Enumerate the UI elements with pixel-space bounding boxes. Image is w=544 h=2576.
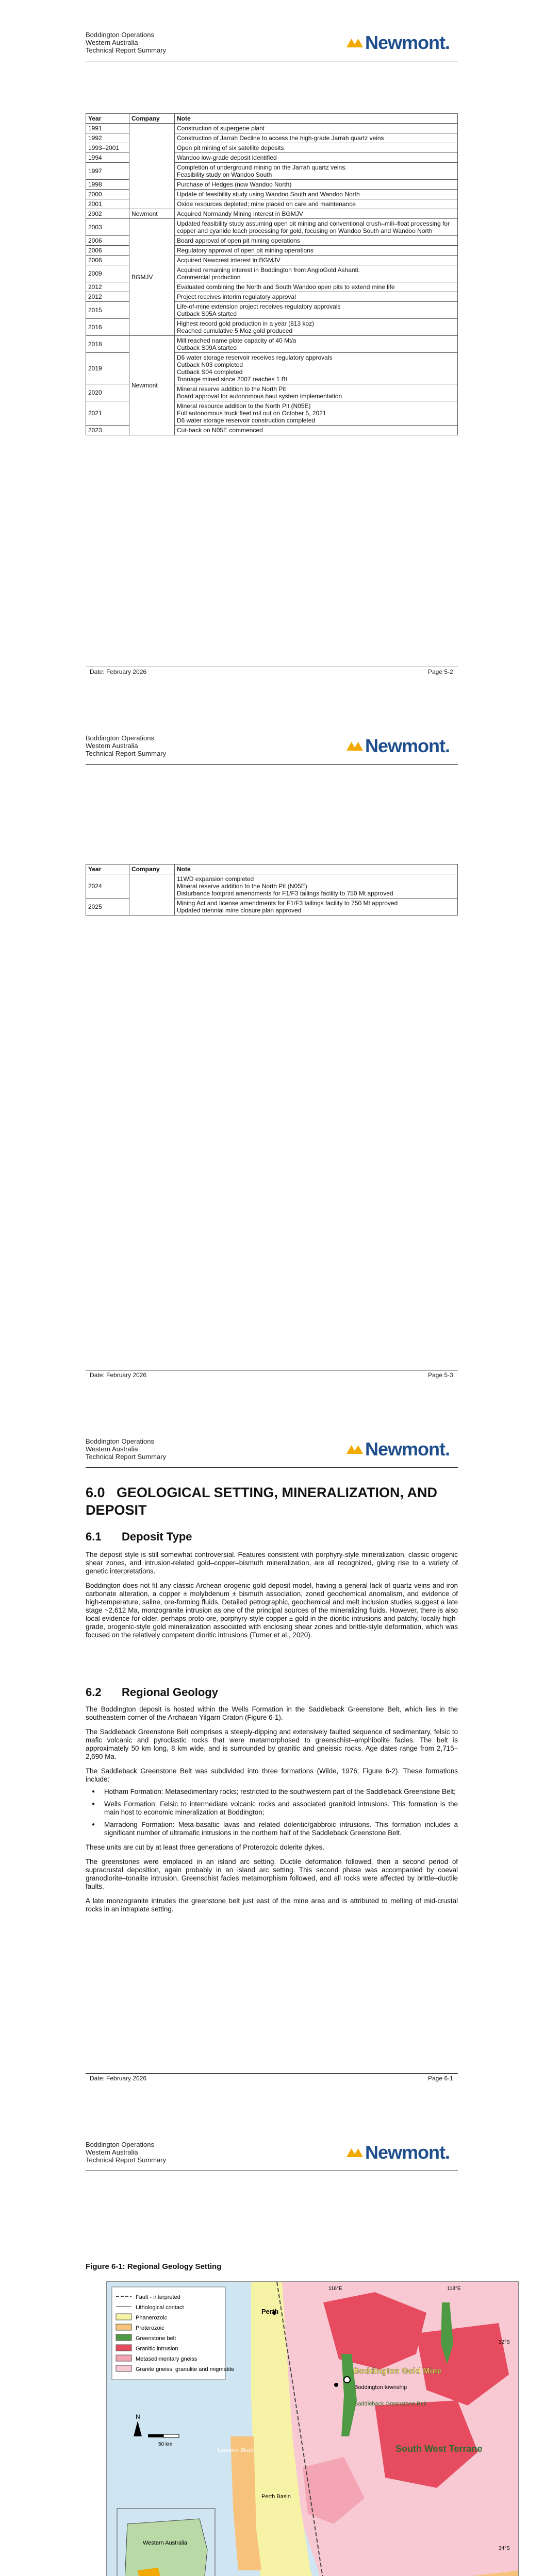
note-line: Tonnage mined since 2007 reaches 1 Bt bbox=[177, 376, 288, 383]
table-header-row bbox=[86, 865, 458, 874]
note-line: Cutback N03 completed bbox=[177, 361, 243, 368]
cell-year: 2012 bbox=[86, 292, 129, 302]
formation-bullet: ● Wells Formation: Felsic to intermediate volcanic rocks and associated granitoid intrusions. This formation is the main host to economic mineralization at Boddington; bbox=[86, 1800, 458, 1817]
report-page-5-2 bbox=[0, 0, 544, 703]
label-lat-32: 32°S bbox=[499, 2340, 510, 2345]
cell-note bbox=[175, 302, 458, 319]
cell-note bbox=[175, 899, 458, 916]
note-line: Life-of-mine extension project receives regulatory approvals bbox=[177, 303, 341, 310]
cell-year: 1993–2001 bbox=[86, 143, 129, 153]
footer-date: Date: February 2026 bbox=[90, 668, 147, 675]
note-line: Cutback S04 completed bbox=[177, 368, 243, 376]
header-report-type: Technical Report Summary bbox=[86, 2156, 167, 2164]
cell-year: 1992 bbox=[86, 133, 129, 143]
header-region: Western Australia bbox=[86, 2148, 138, 2156]
legend-label: Phanerozoic bbox=[136, 2315, 168, 2321]
header-rule bbox=[86, 764, 458, 765]
legend-swatch bbox=[116, 2334, 131, 2341]
cell-year: 2009 bbox=[86, 265, 129, 282]
cell-note bbox=[175, 163, 458, 180]
note-line: Oxide resources depleted; mine placed on care and maintenance bbox=[177, 200, 356, 208]
header-region: Western Australia bbox=[86, 742, 138, 750]
report-page-5-3 bbox=[0, 703, 544, 1406]
label-western-australia: Western Australia bbox=[143, 2540, 188, 2546]
cell-note bbox=[175, 246, 458, 256]
figure-caption: Figure 6-1: Regional Geology Setting bbox=[86, 2262, 222, 2271]
note-line: Acquired Normandy Mining interest in BGMJV bbox=[177, 210, 303, 217]
note-line: Wandoo low-grade deposit identified bbox=[177, 154, 277, 161]
footer-date: Date: February 2026 bbox=[90, 1371, 147, 1379]
note-line: Feasibility study on Wandoo South bbox=[177, 171, 272, 178]
note-line: D6 water storage reservoir receives regulatory approvals bbox=[177, 354, 333, 361]
note-line: Board approval of open pit mining operations bbox=[177, 237, 300, 244]
label-leeuwin: Leeuwin Block bbox=[218, 2447, 254, 2453]
cell-year: 2019 bbox=[86, 353, 129, 384]
legend-label: Granite gneiss, granulite and migmatite bbox=[136, 2366, 235, 2372]
logo-wordmark: Newmont. bbox=[365, 32, 450, 53]
legend-label: Proterozoic bbox=[136, 2325, 164, 2331]
cell-note bbox=[175, 199, 458, 209]
cell-note bbox=[175, 265, 458, 282]
paragraph: The Saddleback Greenstone Belt was subdivided into three formations (Wilde, 1976; Figure 6-2). These formations include: bbox=[86, 1767, 458, 1783]
header-report-type: Technical Report Summary bbox=[86, 46, 167, 54]
paragraph: The Saddleback Greenstone Belt comprises a steeply-dipping and extensively faulted sequence of sedimentary, felsic to mafic volcanic and pyroclastic rocks that were metamorphosed to greenschist–amphibolite facies. The belt is approximately 50 km long, 8 km wide, and is surrounded by granitic and gneissic rocks. Age dates range from 2,715–2,690 Ma. bbox=[86, 1728, 458, 1760]
logo-wordmark: Newmont. bbox=[365, 1438, 450, 1460]
note-line: Purchase of Hedges (now Wandoo North) bbox=[177, 181, 292, 188]
cell-year: 1991 bbox=[86, 124, 129, 133]
col-company: Company bbox=[129, 865, 175, 874]
header-operation: Boddington Operations bbox=[86, 734, 154, 742]
label-lon-116: 116°E bbox=[328, 2286, 342, 2292]
label-boddington: Boddington Gold Mine bbox=[353, 2367, 442, 2376]
newmont-logo bbox=[344, 33, 459, 54]
note-line: Full autonomous truck fleet roll out on October 5, 2021 bbox=[177, 410, 326, 417]
legend-label: Metasedimentary gneiss bbox=[136, 2356, 197, 2362]
cell-company: Newmont bbox=[129, 336, 175, 435]
cell-year: 2025 bbox=[86, 899, 129, 916]
cell-note bbox=[175, 426, 458, 435]
history-table-body bbox=[86, 124, 458, 435]
label-perth: Perth bbox=[261, 2308, 279, 2315]
subsection-title: Deposit Type bbox=[122, 1530, 192, 1543]
note-line: Acquired remaining interest in Boddington from AngloGold Ashanti. bbox=[177, 266, 360, 274]
cell-note bbox=[175, 143, 458, 153]
cell-note bbox=[175, 190, 458, 199]
boddington-township-marker bbox=[334, 2383, 338, 2387]
header-rule bbox=[86, 1467, 458, 1468]
footer-rule bbox=[86, 2073, 458, 2074]
note-line: Construction of Jarrah Decline to access the high-grade Jarrah quartz veins bbox=[177, 134, 384, 142]
newmont-logo-icon bbox=[344, 33, 365, 54]
col-year: Year bbox=[86, 865, 129, 874]
formation-bullet: ● Marradong Formation: Meta-basaltic lavas and related doleritic/gabbroic intrusions. This formation includes a significant number of ultramafic intrusions in the northern half of the Saddleback Greenstone Belt. bbox=[86, 1821, 458, 1837]
regional-geology-map bbox=[106, 2281, 519, 2576]
header-report-type: Technical Report Summary bbox=[86, 1453, 167, 1461]
note-line: Open pit mining of six satellite deposits bbox=[177, 144, 284, 151]
note-line: Update of feasibility study using Wandoo South and Wandoo North bbox=[177, 191, 360, 198]
subsection-6-1-heading bbox=[86, 1530, 192, 1544]
cell-company: Newmont bbox=[129, 209, 175, 219]
history-table bbox=[86, 113, 458, 435]
table-row bbox=[86, 209, 458, 219]
cell-company bbox=[129, 874, 175, 916]
cell-note bbox=[175, 124, 458, 133]
legend-label: Fault - interpreted bbox=[136, 2294, 180, 2300]
note-line: Mineral resource addition to the North Pit (N05E) bbox=[177, 402, 311, 410]
legend-swatch bbox=[116, 2324, 131, 2330]
cell-note bbox=[175, 336, 458, 353]
cell-note bbox=[175, 401, 458, 426]
cell-note bbox=[175, 219, 458, 236]
history-table-continued bbox=[86, 864, 458, 916]
logo-wordmark: Newmont. bbox=[365, 735, 450, 756]
cell-year: 2001 bbox=[86, 199, 129, 209]
report-page-6-1 bbox=[0, 1406, 544, 2110]
legend-label: Lithological contact bbox=[136, 2304, 184, 2311]
western-australia-shape bbox=[125, 2519, 207, 2576]
logo-wordmark: Newmont. bbox=[365, 2142, 450, 2163]
section-6-heading bbox=[86, 1484, 458, 1519]
cell-year: 2018 bbox=[86, 336, 129, 353]
note-line: Mining Act and license amendments for F1/F3 tailings facility to 750 Mt approved bbox=[177, 900, 398, 907]
cell-year: 2012 bbox=[86, 282, 129, 292]
paragraph: The deposit style is still somewhat controversial. Features consistent with porphyry-style mineralization, classic orogenic shear zones, and intrusion-related gold–copper–bismuth mineralization, are all recognized, giving rise to a variety of genetic interpretations. bbox=[86, 1551, 458, 1575]
legend-swatch bbox=[116, 2365, 131, 2371]
footer-page-number: Page 6-1 bbox=[428, 2075, 453, 2082]
cell-note bbox=[175, 256, 458, 265]
cell-year: 2024 bbox=[86, 874, 129, 899]
legend-label: Granitic intrusion bbox=[136, 2346, 178, 2352]
header-operation: Boddington Operations bbox=[86, 31, 154, 39]
page-header bbox=[86, 31, 166, 54]
newmont-logo bbox=[344, 2143, 459, 2163]
note-line: Construction of supergene plant bbox=[177, 125, 265, 132]
cell-note bbox=[175, 209, 458, 219]
footer-page-number: Page 5-3 bbox=[428, 1371, 453, 1379]
map-legend bbox=[112, 2287, 234, 2380]
note-line: Evaluated combining the North and South Wandoo open pits to extend mine life bbox=[177, 283, 395, 291]
cell-year: 2020 bbox=[86, 384, 129, 401]
cell-year: 2002 bbox=[86, 209, 129, 219]
cell-year: 2021 bbox=[86, 401, 129, 426]
footer-date: Date: February 2026 bbox=[90, 2075, 147, 2082]
deposit-type-text bbox=[86, 1551, 458, 1639]
note-line: Mill reached name plate capacity of 40 Mt/a bbox=[177, 337, 296, 344]
legend-swatch bbox=[116, 2314, 131, 2320]
header-report-type: Technical Report Summary bbox=[86, 750, 167, 757]
paragraph: The greenstones were emplaced in an island arc setting. Ductile deformation followed, then a second period of supracrustal deposition, again probably in an island arc setting. This second phase was accompanied by coeval granodiorite–tonalite intrusion. Greenschist facies metamorphism followed, and all rocks were affected by brittle–ductile faults. bbox=[86, 1858, 458, 1890]
subsection-6-2-heading bbox=[86, 1686, 218, 1699]
paragraph: A late monzogranite intrudes the greenstone belt just east of the mine area and is attributed to melting of mid-crustal rocks in an intraplate setting. bbox=[86, 1897, 458, 1913]
label-scale: 50 km bbox=[158, 2442, 173, 2447]
col-year: Year bbox=[86, 114, 129, 124]
label-saddleback: Saddleback Greenstone Belt bbox=[354, 2401, 427, 2407]
note-line: 11WD expansion completed bbox=[177, 875, 254, 883]
table-row bbox=[86, 219, 458, 236]
note-line: Reached cumulative 5 Moz gold produced bbox=[177, 327, 293, 334]
table-row bbox=[86, 124, 458, 133]
page-header bbox=[86, 2141, 166, 2164]
newmont-logo bbox=[344, 736, 459, 757]
note-line: Highest record gold production in a year (813 koz) bbox=[177, 320, 315, 327]
col-company: Company bbox=[129, 114, 175, 124]
label-lat-34: 34°S bbox=[499, 2546, 510, 2551]
legend-swatch bbox=[116, 2355, 131, 2361]
note-line: Board approval for autonomous haul system implementation bbox=[177, 393, 342, 400]
section-title: GEOLOGICAL SETTING, MINERALIZATION, AND DEPOSIT bbox=[86, 1485, 437, 1518]
newmont-logo-icon bbox=[344, 736, 365, 757]
cell-note bbox=[175, 384, 458, 401]
cell-note bbox=[175, 292, 458, 302]
legend-swatch bbox=[116, 2345, 131, 2351]
legend-label: Greenstone belt bbox=[136, 2335, 176, 2342]
newmont-logo-icon bbox=[344, 1439, 365, 1460]
label-north: N bbox=[136, 2413, 140, 2420]
section-number: 6.0 bbox=[86, 1485, 105, 1500]
geology-map-svg bbox=[107, 2282, 519, 2576]
note-line: Commercial production bbox=[177, 274, 241, 281]
cell-company bbox=[129, 124, 175, 209]
subsection-title: Regional Geology bbox=[122, 1686, 219, 1699]
note-line: Project receives interim regulatory approval bbox=[177, 293, 296, 300]
header-operation: Boddington Operations bbox=[86, 1437, 154, 1445]
label-terrane: South West Terrane bbox=[395, 2444, 483, 2454]
footer-page-number: Page 5-2 bbox=[428, 668, 453, 675]
cell-note bbox=[175, 180, 458, 190]
note-line: D6 water storage reservoir construction completed bbox=[177, 417, 316, 424]
note-line: Acquired Newcrest interest in BGMJV bbox=[177, 257, 281, 264]
boddington-mine-marker bbox=[344, 2377, 350, 2383]
newmont-logo bbox=[344, 1439, 459, 1460]
page-header bbox=[86, 1437, 166, 1461]
cell-year: 2000 bbox=[86, 190, 129, 199]
cell-note bbox=[175, 282, 458, 292]
paragraph: The Boddington deposit is hosted within the Wells Formation in the Saddleback Greenstone Belt, which lies in the southeastern corner of the Archaean Yilgarn Craton (Figure 6-1). bbox=[86, 1705, 458, 1721]
note-line: Disturbance footprint amendments for F1/F3 tailings facility to 750 Mt approved bbox=[177, 890, 393, 897]
formation-bullet: ● Hotham Formation: Metasedimentary rocks; restricted to the southwestern part of the Saddleback Greenstone Belt; bbox=[86, 1788, 458, 1796]
cell-note bbox=[175, 133, 458, 143]
cell-year: 1997 bbox=[86, 163, 129, 180]
paragraph: These units are cut by at least three generations of Proterozoic dolerite dykes. bbox=[86, 1843, 324, 1851]
cell-year: 2016 bbox=[86, 319, 129, 336]
label-basin: Perth Basin bbox=[261, 2494, 291, 2500]
note-line: Mineral reserve addition to the North Pit bbox=[177, 385, 286, 393]
label-township: Boddington township bbox=[354, 2384, 407, 2391]
cell-year: 2006 bbox=[86, 246, 129, 256]
cell-year: 1998 bbox=[86, 180, 129, 190]
note-line: Completion of underground mining on the Jarrah quartz veins. bbox=[177, 164, 347, 171]
regional-geology-text bbox=[86, 1705, 458, 1913]
cell-note bbox=[175, 153, 458, 163]
paragraph: Boddington does not fit any classic Archean orogenic gold deposit model, having a general lack of quartz veins and iron carbonate alteration, a copper ± molybdenum ± bismuth association, zoned geochemical anomalism, and evidence of high-temperature, saline, ore-forming fluids. Detailed petrographic, geochemical and melt inclusion studies suggest a late stage ~2,612 Ma, monzogranite intrusion as one of the principal sources of the mineralizing fluids. However, there is also local evidence for older, perhaps proto-ore, porphyry-style copper ± gold in the dioritic intrusions and patchy, locally high-grade, orogenic-style gold mineralization associated with enclosing shear zones and brittle-style deformation, which was focused on the relatively competent dioritic intrusions (Turner et al., 2020). bbox=[86, 1582, 458, 1639]
page-header bbox=[86, 734, 166, 757]
table-row bbox=[86, 336, 458, 353]
table-header-row bbox=[86, 114, 458, 124]
header-region: Western Australia bbox=[86, 39, 138, 46]
inset-map bbox=[117, 2509, 215, 2576]
col-note: Note bbox=[175, 865, 458, 874]
note-line: Mineral reserve addition to the North Pit (N05E) bbox=[177, 883, 307, 890]
cell-note bbox=[175, 353, 458, 384]
header-operation: Boddington Operations bbox=[86, 2141, 154, 2148]
col-note: Note bbox=[175, 114, 458, 124]
note-line: Cutback S05A started bbox=[177, 310, 237, 317]
cell-year: 2006 bbox=[86, 236, 129, 246]
cell-note bbox=[175, 874, 458, 899]
cell-year: 1994 bbox=[86, 153, 129, 163]
note-line: Updated triennial mine closure plan approved bbox=[177, 907, 302, 914]
note-line: Cutback S09A started bbox=[177, 344, 237, 351]
scale-bar-graphic bbox=[163, 2434, 179, 2437]
header-region: Western Australia bbox=[86, 1445, 138, 1453]
cell-note bbox=[175, 319, 458, 336]
history-table-body bbox=[86, 874, 458, 916]
label-lon-118: 118°E bbox=[447, 2286, 461, 2292]
subsection-number: 6.2 bbox=[86, 1686, 102, 1699]
note-line: Updated feasibility study assuming open pit mining and conventional crush–mill–float processing for copper and cyanide leach processing for gold, focusing on Wandoo South and Wandoo North bbox=[177, 220, 450, 234]
note-line: Cut-back on N05E commenced bbox=[177, 427, 263, 434]
cell-year: 2006 bbox=[86, 256, 129, 265]
cell-year: 2015 bbox=[86, 302, 129, 319]
cell-year: 2003 bbox=[86, 219, 129, 236]
cell-company: BGMJV bbox=[129, 219, 175, 336]
newmont-logo-icon bbox=[344, 2143, 365, 2163]
subsection-number: 6.1 bbox=[86, 1530, 102, 1543]
cell-note bbox=[175, 236, 458, 246]
table-row bbox=[86, 874, 458, 899]
note-line: Regulatory approval of open pit mining operations bbox=[177, 247, 314, 254]
cell-year: 2023 bbox=[86, 426, 129, 435]
